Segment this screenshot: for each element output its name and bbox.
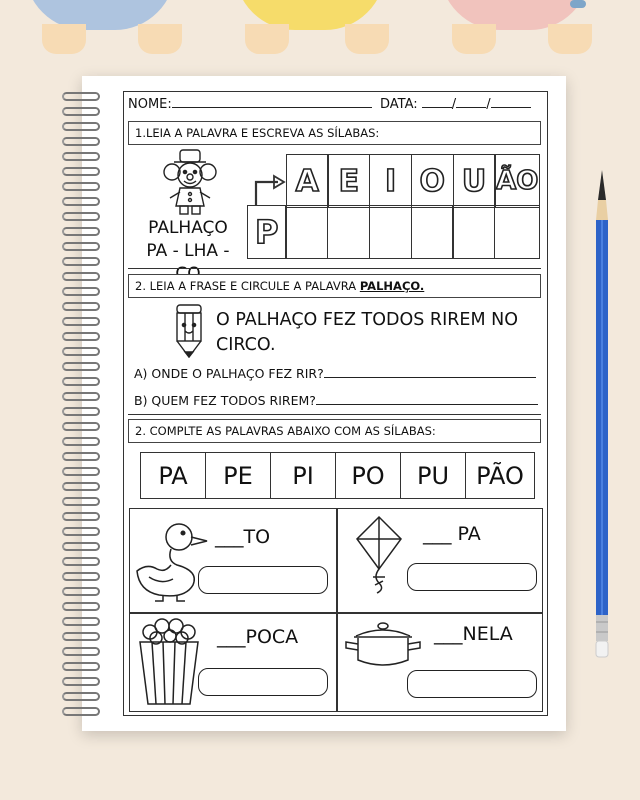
spiral-ring — [62, 437, 100, 446]
word-kite — [423, 523, 481, 545]
spiral-ring — [62, 137, 100, 146]
palhaco-word: PALHAÇO — [148, 218, 228, 238]
answer-box-popcorn[interactable] — [198, 668, 328, 696]
spiral-ring — [62, 197, 100, 206]
word-blank[interactable]: ___ — [434, 623, 463, 645]
section3-title: 2. COMPLTE AS PALAVRAS ABAIXO COM AS SÍLABAS: — [128, 419, 541, 443]
date-field[interactable]: DATA: / / — [380, 96, 531, 112]
spiral-ring — [62, 527, 100, 536]
syllable-box: PÃO — [476, 461, 524, 490]
spiral-ring — [62, 467, 100, 476]
question-a — [134, 366, 536, 381]
spiral-ring — [62, 482, 100, 491]
word-blank[interactable]: ___ — [423, 523, 458, 545]
write-cell[interactable] — [494, 205, 540, 259]
syllable-box: PU — [401, 453, 466, 498]
spiral-ring — [62, 692, 100, 701]
spiral-ring — [62, 287, 100, 296]
spiral-ring — [62, 572, 100, 581]
vowel-cell: U — [453, 154, 496, 208]
syllable-bank — [140, 452, 535, 499]
answer-box-pot[interactable] — [407, 670, 537, 698]
section2-title-text: 2. LEIA A FRASE E CIRCULE A PALAVRA — [135, 279, 360, 293]
vowel-cell: E — [327, 154, 370, 208]
spiral-ring — [62, 257, 100, 266]
spiral-ring — [62, 452, 100, 461]
word-suffix: PA — [457, 523, 481, 545]
toy-foot — [345, 24, 389, 54]
spiral-ring — [62, 587, 100, 596]
word-blank[interactable]: ___ — [217, 626, 246, 648]
clown-icon — [160, 148, 220, 216]
kite-icon — [353, 515, 405, 595]
section2-title — [128, 274, 541, 298]
vowel-cell: I — [369, 154, 412, 208]
pot-icon — [342, 620, 424, 670]
word-suffix: POCA — [245, 626, 299, 648]
write-cell[interactable] — [452, 205, 495, 259]
word-pot — [434, 623, 513, 645]
spiral-ring — [62, 182, 100, 191]
sentence-line: CIRCO. — [216, 335, 276, 355]
spiral-ring — [62, 602, 100, 611]
vowel-cell: ÃO — [494, 154, 540, 208]
consonant-cell: P — [247, 205, 287, 259]
date-month-line[interactable] — [456, 96, 486, 108]
section1-title: 1.LEIA A PALAVRA E ESCREVA AS SÍLABAS: — [128, 121, 541, 145]
word-popcorn — [217, 626, 298, 648]
answer-a-line[interactable] — [324, 366, 536, 378]
answer-box-kite[interactable] — [407, 563, 537, 591]
spiral-ring — [62, 122, 100, 131]
spiral-ring — [62, 272, 100, 281]
syllable-box: PA — [141, 453, 206, 498]
name-field[interactable] — [128, 96, 372, 112]
pencil-icon — [594, 170, 610, 660]
write-cell[interactable] — [327, 205, 370, 259]
pencil-character-icon — [172, 303, 206, 359]
divider — [128, 414, 541, 415]
sentence — [216, 308, 518, 358]
syllable-write-grid — [248, 206, 540, 259]
answer-box-duck[interactable] — [198, 566, 328, 594]
word-suffix: NELA — [462, 623, 513, 645]
spiral-ring — [62, 662, 100, 671]
spiral-binding — [62, 92, 102, 722]
spiral-ring — [62, 152, 100, 161]
spiral-ring — [62, 242, 100, 251]
palhaco-syllables: PA - LHA - — [146, 241, 230, 261]
spiral-ring — [62, 377, 100, 386]
toy-foot — [548, 24, 592, 54]
write-cell[interactable] — [369, 205, 412, 259]
spiral-ring — [62, 362, 100, 371]
write-cell[interactable] — [411, 205, 454, 259]
word-blank[interactable]: ___ — [215, 526, 244, 548]
syllable-box: PO — [336, 453, 401, 498]
spiral-ring — [62, 512, 100, 521]
toy-foot — [42, 24, 86, 54]
spiral-ring — [62, 677, 100, 686]
question-b — [134, 393, 538, 408]
spiral-ring — [62, 212, 100, 221]
answer-b-line[interactable] — [316, 393, 538, 405]
toy-foot — [245, 24, 289, 54]
divider — [128, 268, 541, 269]
spiral-ring — [62, 557, 100, 566]
spiral-ring — [62, 632, 100, 641]
spiral-ring — [62, 707, 100, 716]
toy-foot — [138, 24, 182, 54]
syllable-box: PE — [206, 453, 271, 498]
spiral-ring — [62, 617, 100, 626]
vowel-grid — [287, 154, 540, 208]
spiral-ring — [62, 332, 100, 341]
date-day-line[interactable] — [422, 96, 452, 108]
syllable-box: PI — [271, 453, 336, 498]
toy-foot — [452, 24, 496, 54]
spiral-ring — [62, 92, 100, 101]
write-cell[interactable] — [285, 205, 328, 259]
spiral-ring — [62, 392, 100, 401]
spiral-ring — [62, 497, 100, 506]
question-a-text: A) ONDE O PALHAÇO FEZ RIR? — [134, 366, 324, 381]
toy-eye — [570, 0, 586, 8]
name-line[interactable] — [172, 96, 372, 108]
date-year-line[interactable] — [491, 96, 531, 108]
vowel-cell: A — [286, 154, 329, 208]
arrow-icon — [250, 168, 290, 208]
spiral-ring — [62, 647, 100, 656]
vowel-cell: O — [411, 154, 454, 208]
grid-line — [336, 509, 338, 711]
spiral-ring — [62, 542, 100, 551]
word-duck — [215, 526, 270, 548]
section2-title-word: PALHAÇO. — [359, 279, 425, 293]
spiral-ring — [62, 107, 100, 116]
word-suffix: TO — [243, 526, 271, 548]
spiral-ring — [62, 227, 100, 236]
spiral-ring — [62, 347, 100, 356]
question-b-text: B) QUEM FEZ TODOS RIREM? — [134, 393, 316, 408]
spiral-ring — [62, 422, 100, 431]
date-label: DATA: — [380, 97, 418, 112]
sentence-line: O PALHAÇO FEZ TODOS RIREM NO — [216, 310, 518, 330]
spiral-ring — [62, 317, 100, 326]
spiral-ring — [62, 302, 100, 311]
grid-line — [130, 612, 542, 614]
spiral-ring — [62, 407, 100, 416]
popcorn-icon — [136, 616, 202, 706]
spiral-ring — [62, 167, 100, 176]
name-label: NOME: — [128, 97, 172, 112]
